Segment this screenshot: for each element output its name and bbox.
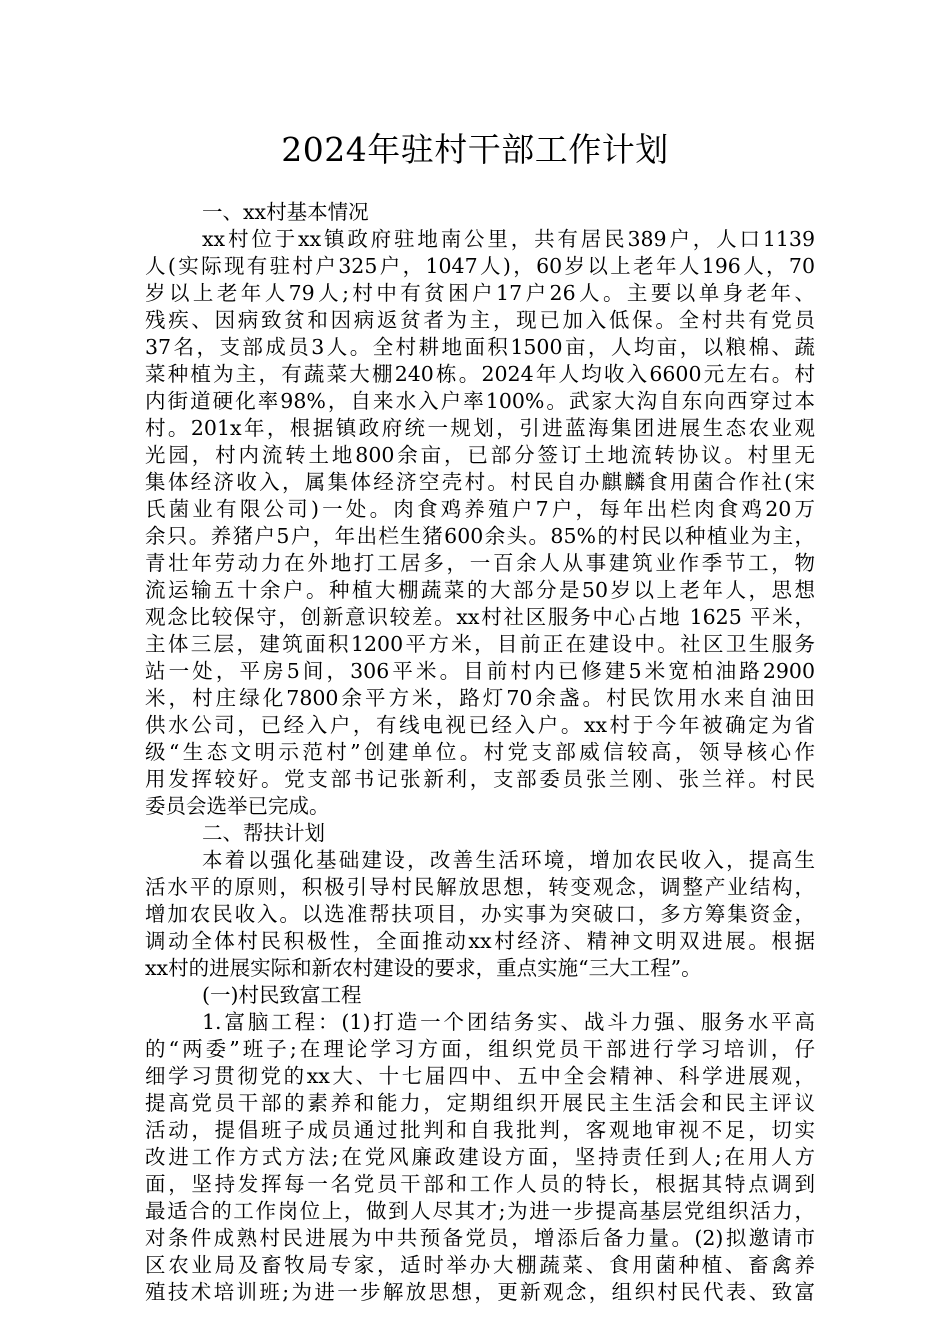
text-line: 残疾、因病致贫和因病返贫者为主，现已加入低保。全村共有党员 (145, 308, 815, 332)
text-line: 流运输五十余户。种植大棚蔬菜的大部分是50岁以上老年人，思想 (145, 578, 815, 602)
text-line: xx村的进展实际和新农村建设的要求，重点实施“三大工程”。 (145, 956, 702, 980)
text-line: 面，坚持发挥每一名党员干部和工作人员的特长，根据其特点调到 (145, 1172, 815, 1196)
text-line: 氏菌业有限公司)一处。肉食鸡养殖户7户，每年出栏肉食鸡20万 (145, 497, 815, 521)
text-line: 二、帮扶计划 (202, 821, 325, 845)
text-line: 主体三层，建筑面积1200平方米，目前正在建设中。社区卫生服务 (145, 632, 815, 656)
text-line: (一)村民致富工程 (202, 983, 362, 1007)
text-line: 人(实际现有驻村户325户，1047人)，60岁以上老年人196人，70 (145, 254, 815, 278)
text-line: 一、xx村基本情况 (202, 200, 369, 224)
text-line: 活水平的原则，积极引导村民解放思想，转变观念，调整产业结构， (145, 875, 815, 899)
text-line: 37名，支部成员3人。全村耕地面积1500亩，人均亩，以粮棉、蔬 (145, 335, 815, 359)
text-line: 提高党员干部的素养和能力，定期组织开展民主生活会和民主评议 (145, 1091, 815, 1115)
text-line: 调动全体村民积极性，全面推动xx村经济、精神文明双进展。根据 (145, 929, 815, 953)
text-line: 余只。养猪户5户，年出栏生猪600余头。85%的村民以种植业为主， (145, 524, 815, 548)
text-line: 菜种植为主，有蔬菜大棚240栋。2024年人均收入6600元左右。村 (145, 362, 815, 386)
text-line: 最适合的工作岗位上，做到人尽其才;为进一步提高基层党组织活力， (145, 1199, 815, 1223)
text-line: 青壮年劳动力在外地打工居多，一百余人从事建筑业作季节工，物 (145, 551, 815, 575)
text-line: xx村位于xx镇政府驻地南公里，共有居民389户，人口1139 (202, 227, 815, 251)
document-body (145, 199, 815, 1306)
text-line: 1.富脑工程：(1)打造一个团结务实、战斗力强、服务水平高 (202, 1010, 815, 1034)
text-line: 集体经济收入，属集体经济空壳村。村民自办麒麟食用菌合作社(宋 (145, 470, 815, 494)
text-line: 增加农民收入。以选准帮扶项目，办实事为突破口，多方筹集资金， (145, 902, 815, 926)
text-line: 委员会选举已完成。 (145, 794, 330, 818)
text-line: 内街道硬化率98%，自来水入户率100%。武家大沟自东向西穿过本 (145, 389, 815, 413)
text-line: 光园，村内流转土地800余亩，已部分签订土地流转协议。村里无 (145, 443, 815, 467)
text-line: 供水公司，已经入户，有线电视已经入户。xx村于今年被确定为省 (145, 713, 815, 737)
text-line: 殖技术培训班;为进一步解放思想，更新观念，组织村民代表、致富 (145, 1280, 815, 1304)
text-line: 米，村庄绿化7800余平方米，路灯70余盏。村民饮用水来自油田 (145, 686, 815, 710)
text-line: 级“生态文明示范村”创建单位。村党支部威信较高，领导核心作 (145, 740, 815, 764)
text-line: 本着以强化基础建设，改善生活环境，增加农民收入，提高生 (202, 848, 815, 872)
text-line: 细学习贯彻党的xx大、十七届四中、五中全会精神、科学进展观， (145, 1064, 815, 1088)
text-line: 活动，提倡班子成员通过批判和自我批判，客观地审视不足，切实 (145, 1118, 815, 1142)
text-line: 站一处，平房5间，306平米。目前村内已修建5米宽柏油路2900 (145, 659, 815, 683)
text-line: 观念比较保守，创新意识较差。xx村社区服务中心占地 1625 平米， (145, 605, 815, 629)
text-line: 的“两委”班子;在理论学习方面，组织党员干部进行学习培训，仔 (145, 1037, 815, 1061)
text-line: 村。201x年，根据镇政府统一规划，引进蓝海集团进展生态农业观 (145, 416, 815, 440)
text-line: 对条件成熟村民进展为中共预备党员，增添后备力量。(2)拟邀请市 (145, 1226, 815, 1250)
text-line: 区农业局及畜牧局专家，适时举办大棚蔬菜、食用菌种植、畜禽养 (145, 1253, 815, 1277)
text-line: 用发挥较好。党支部书记张新利，支部委员张兰刚、张兰祥。村民 (145, 767, 815, 791)
text-line: 岁以上老年人79人;村中有贫困户17户26人。主要以单身老年、 (145, 281, 815, 305)
text-line: 改进工作方式方法;在党风廉政建设方面，坚持责任到人;在用人方 (145, 1145, 815, 1169)
document-title: 2024年驻村干部工作计划 (281, 130, 669, 169)
